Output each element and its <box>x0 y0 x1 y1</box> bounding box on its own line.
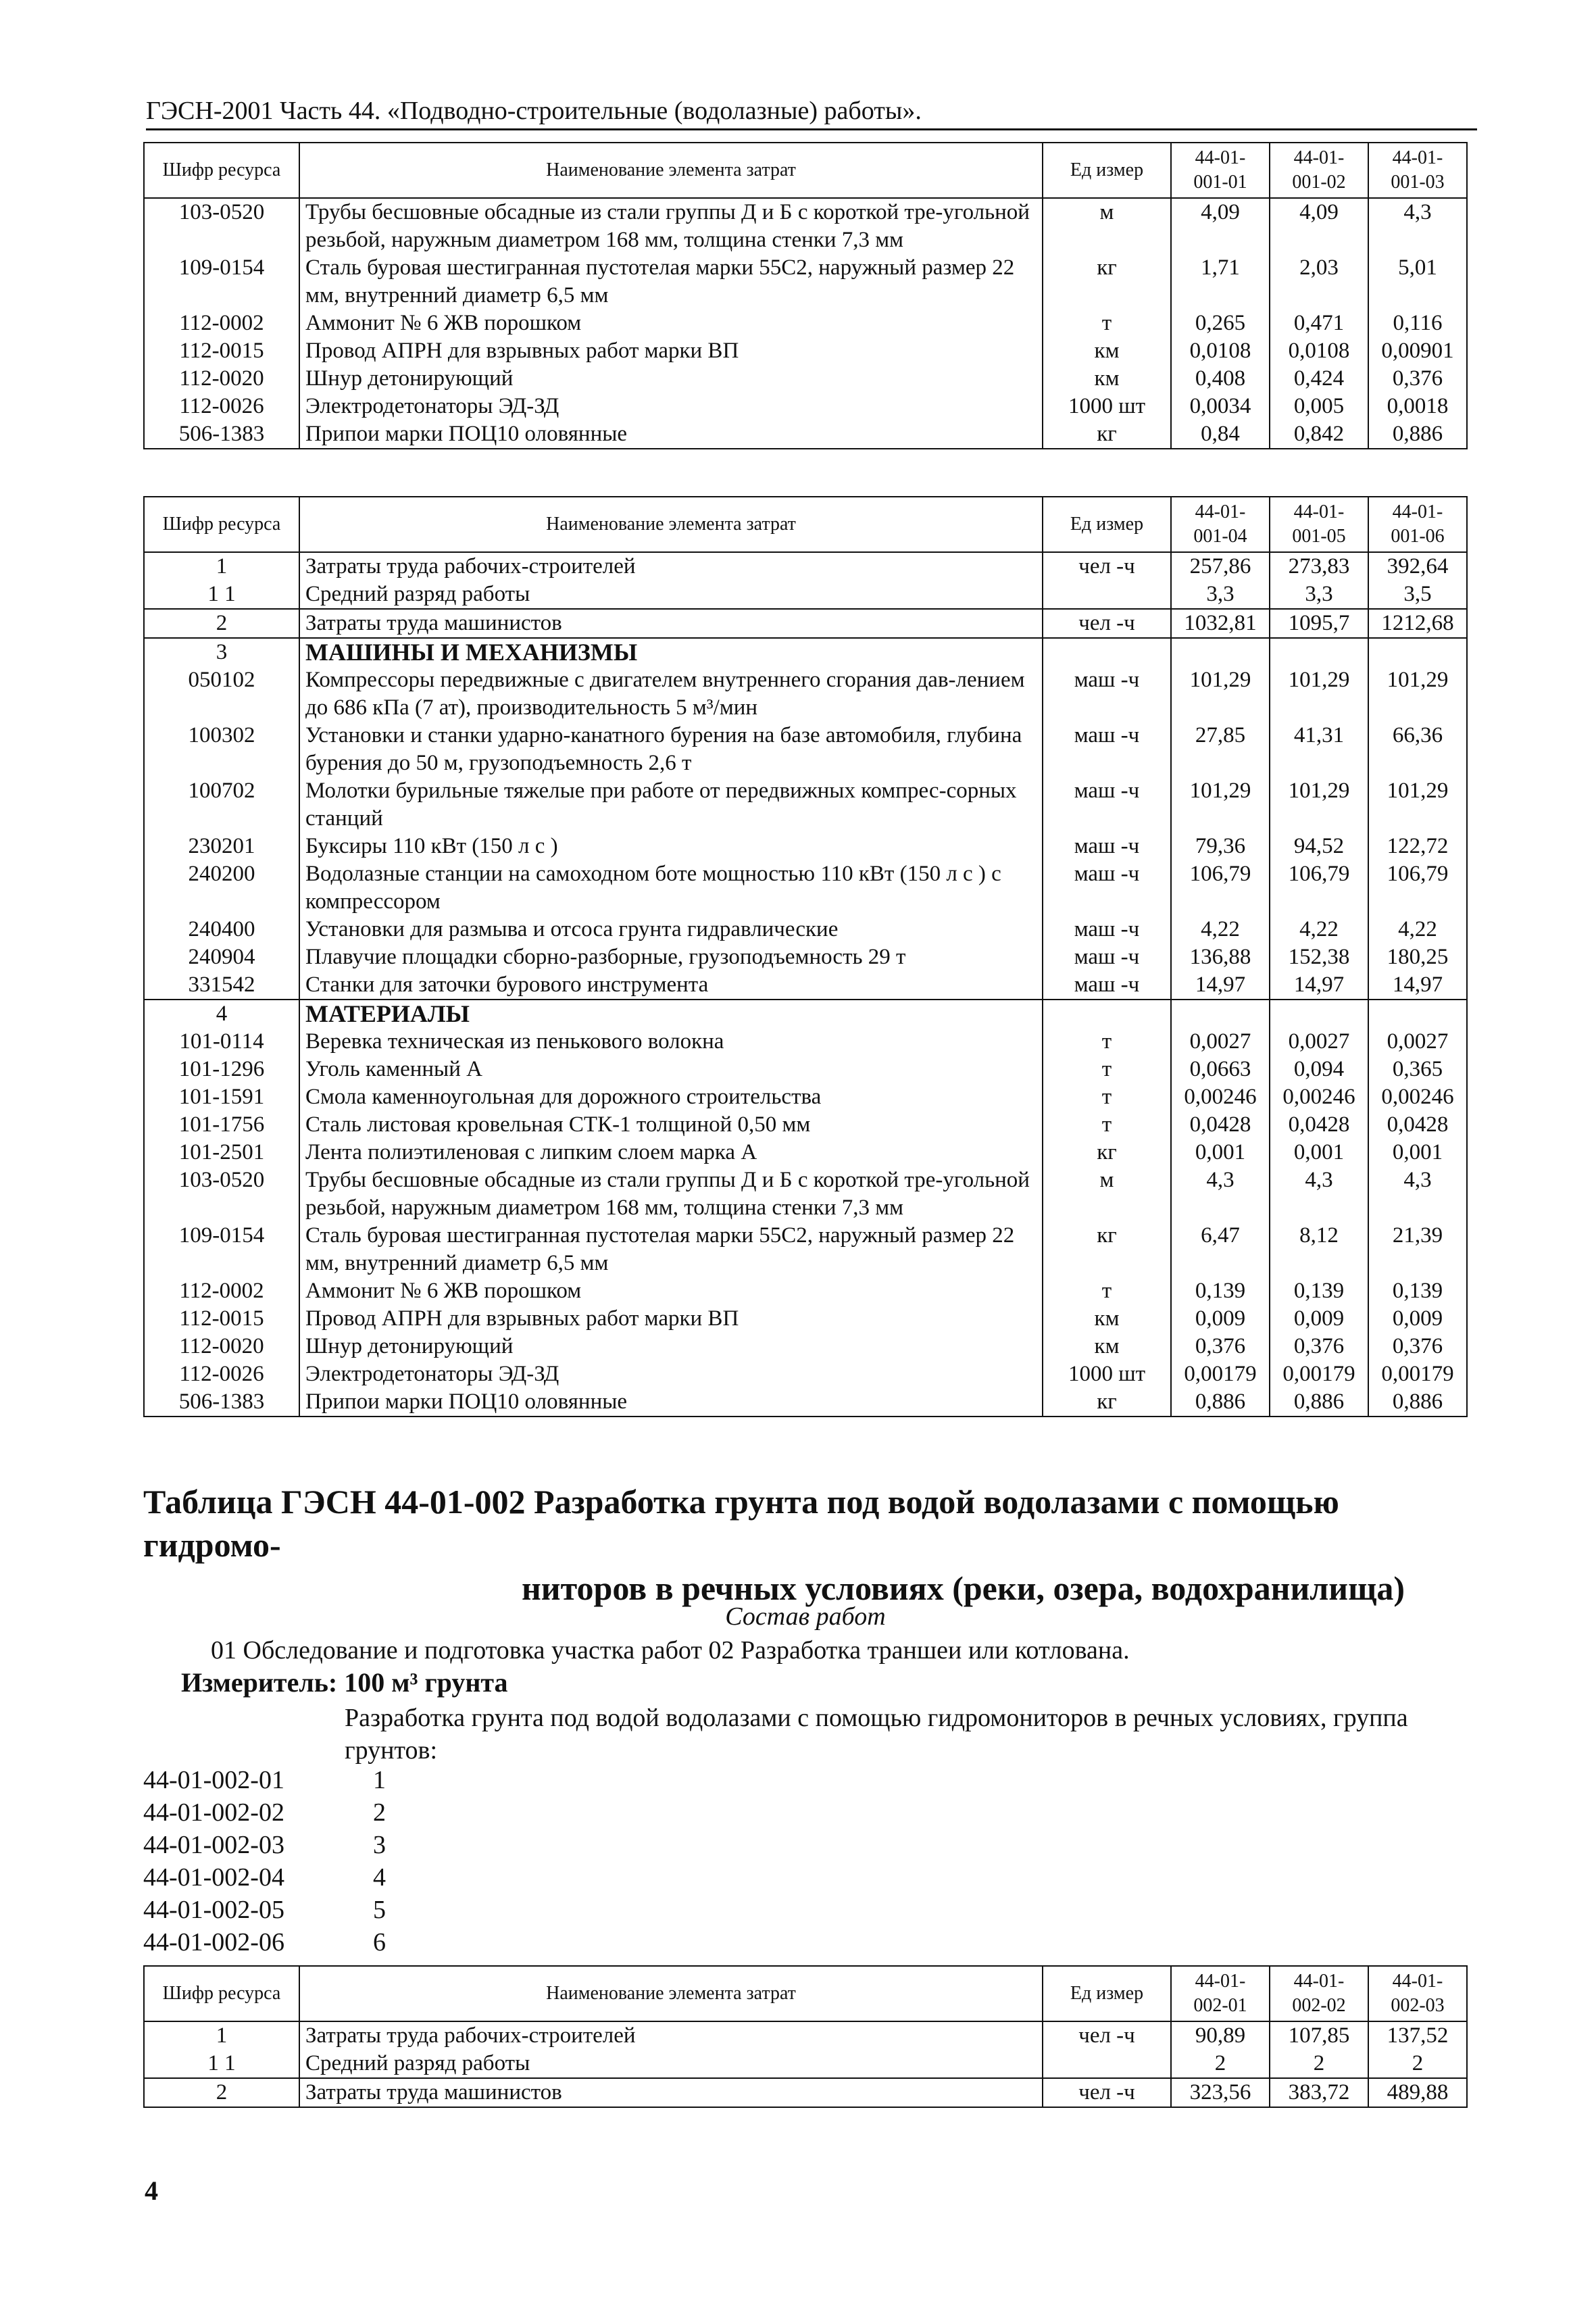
code-row <box>143 1764 386 1796</box>
table-cell <box>1043 581 1171 609</box>
table-cell: 230201 <box>144 833 299 860</box>
table-row <box>144 2021 1467 2050</box>
code-row <box>143 1796 386 1829</box>
table-row <box>144 666 1467 722</box>
table-cell: 0,009 <box>1368 1305 1467 1333</box>
meter <box>181 1667 508 1698</box>
table-cell: 101,29 <box>1270 777 1368 833</box>
table-cell: 106,79 <box>1368 860 1467 916</box>
table-cell: Аммонит № 6 ЖВ порошком <box>299 1277 1043 1305</box>
table-cell <box>1171 638 1270 666</box>
table-cell: 0,00246 <box>1368 1083 1467 1111</box>
table-row <box>144 1028 1467 1056</box>
table-cell: Аммонит № 6 ЖВ порошком <box>299 310 1043 337</box>
table-cell: маш -ч <box>1043 971 1171 1000</box>
column-header: 44-01- 001-01 <box>1171 143 1270 198</box>
column-header: Наименование элемента затрат <box>299 497 1043 552</box>
table-cell: 79,36 <box>1171 833 1270 860</box>
table-cell: 0,0428 <box>1171 1111 1270 1139</box>
table-cell: 103-0520 <box>144 1166 299 1222</box>
table-cell: 0,009 <box>1270 1305 1368 1333</box>
table-cell: Сталь буровая шестигранная пустотелая марки 55С2, наружный размер 22 мм, внутренний диаметр 6,5 мм <box>299 254 1043 310</box>
table-row <box>144 1056 1467 1083</box>
table-cell: 106,79 <box>1171 860 1270 916</box>
table-cell: Трубы бесшовные обсадные из стали группы Д и Б с короткой тре-угольной резьбой, наружным диаметром 168 мм, толщина стенки 7,3 мм <box>299 1166 1043 1222</box>
table-cell <box>1368 638 1467 666</box>
table-cell: Станки для заточки бурового инструмента <box>299 971 1043 1000</box>
table-row <box>144 722 1467 777</box>
table-cell: 8,12 <box>1270 1222 1368 1277</box>
table-row <box>144 1000 1467 1028</box>
table-cell: 5,01 <box>1368 254 1467 310</box>
table-cell: 4,22 <box>1270 916 1368 943</box>
table-cell: 1,71 <box>1171 254 1270 310</box>
table-cell: 2 <box>1270 2050 1368 2078</box>
table-cell: т <box>1043 1277 1171 1305</box>
table-cell: 240400 <box>144 916 299 943</box>
table-row <box>144 1166 1467 1222</box>
table-cell: 0,0428 <box>1270 1111 1368 1139</box>
table-header-row <box>144 1966 1467 2021</box>
table-cell: 0,376 <box>1368 365 1467 393</box>
table-cell: 0,009 <box>1171 1305 1270 1333</box>
table-cell: Лента полиэтиленовая с липким слоем марка А <box>299 1139 1043 1166</box>
table-cell: 0,376 <box>1171 1333 1270 1360</box>
section-title <box>143 1480 1468 1610</box>
table-cell: Компрессоры передвижные с двигателем внутреннего сгорания дав-лением до 686 кПа (7 ат), производительность 5 м³/мин <box>299 666 1043 722</box>
table-row <box>144 393 1467 420</box>
code-id: 44-01-002-02 <box>143 1798 284 1827</box>
table-cell: Электродетонаторы ЭД-ЗД <box>299 1360 1043 1388</box>
table-cell: Сталь листовая кровельная СТК-1 толщиной 0,50 мм <box>299 1111 1043 1139</box>
table-cell: 122,72 <box>1368 833 1467 860</box>
table-cell: 1 <box>144 552 299 581</box>
meter-description: Разработка грунта под водой водолазами с помощью гидромониторов в речных условиях, группа грунтов: <box>345 1704 1408 1765</box>
table-cell: 103-0520 <box>144 198 299 254</box>
table-cell: 323,56 <box>1171 2078 1270 2107</box>
table-cell: 101,29 <box>1368 666 1467 722</box>
column-header: 44-01- 001-02 <box>1270 143 1368 198</box>
table-cell: 106,79 <box>1270 860 1368 916</box>
table-cell: 100302 <box>144 722 299 777</box>
table-row <box>144 943 1467 971</box>
table-cell: 0,408 <box>1171 365 1270 393</box>
column-header: Шифр ресурса <box>144 143 299 198</box>
table-cell: Водолазные станции на самоходном боте мощностью 110 кВт (150 л с ) с компрессором <box>299 860 1043 916</box>
table-cell: Средний разряд работы <box>299 2050 1043 2078</box>
table-cell: 383,72 <box>1270 2078 1368 2107</box>
table-cell: 101-1756 <box>144 1111 299 1139</box>
table-cell: кг <box>1043 1222 1171 1277</box>
table-cell <box>1270 638 1368 666</box>
table-cell: 0,00901 <box>1368 337 1467 365</box>
table-cell: 3,5 <box>1368 581 1467 609</box>
table-cell: Электродетонаторы ЭД-ЗД <box>299 393 1043 420</box>
table-cell: 2 <box>1171 2050 1270 2078</box>
table-cell: т <box>1043 310 1171 337</box>
column-header: Шифр ресурса <box>144 1966 299 2021</box>
code-row <box>143 1829 386 1861</box>
table-cell: 0,886 <box>1171 1388 1270 1417</box>
table-cell: Средний разряд работы <box>299 581 1043 609</box>
table-cell <box>1043 1000 1171 1028</box>
table-cell: 273,83 <box>1270 552 1368 581</box>
table-cell: 2 <box>1368 2050 1467 2078</box>
works-text: 01 Обследование и подготовка участка работ 02 Разработка траншеи или котлована. <box>211 1636 1130 1665</box>
table-cell: 101,29 <box>1171 777 1270 833</box>
table-cell: 0,00179 <box>1270 1360 1368 1388</box>
table-cell <box>1043 638 1171 666</box>
table-cell: 0,886 <box>1368 420 1467 449</box>
table-cell: 3,3 <box>1270 581 1368 609</box>
table-cell: 112-0026 <box>144 1360 299 1388</box>
table-cell: 0,139 <box>1368 1277 1467 1305</box>
table-cell: 0,0663 <box>1171 1056 1270 1083</box>
table-cell: 112-0015 <box>144 1305 299 1333</box>
table-cell: м <box>1043 198 1171 254</box>
table-cell: Шнур детонирующий <box>299 1333 1043 1360</box>
table-cell: 1000 шт <box>1043 393 1171 420</box>
column-header: 44-01- 001-05 <box>1270 497 1368 552</box>
code-group: 6 <box>373 1928 386 1956</box>
table-cell: Уголь каменный А <box>299 1056 1043 1083</box>
table-cell: 1000 шт <box>1043 1360 1171 1388</box>
table-cell: т <box>1043 1111 1171 1139</box>
table-cell: 101,29 <box>1368 777 1467 833</box>
table-cell: чел -ч <box>1043 2021 1171 2050</box>
table-cell: 21,39 <box>1368 1222 1467 1277</box>
resource-table-2 <box>143 496 1468 1417</box>
table-cell: маш -ч <box>1043 916 1171 943</box>
table-cell: 27,85 <box>1171 722 1270 777</box>
table-cell: 101,29 <box>1270 666 1368 722</box>
table-cell: 0,00246 <box>1270 1083 1368 1111</box>
table-cell: 0,0108 <box>1270 337 1368 365</box>
table-cell: 112-0026 <box>144 393 299 420</box>
table-cell: 3 <box>144 638 299 666</box>
table-cell: маш -ч <box>1043 833 1171 860</box>
table-cell <box>1270 1000 1368 1028</box>
table-row <box>144 2078 1467 2107</box>
table-cell: 0,005 <box>1270 393 1368 420</box>
table-cell: чел -ч <box>1043 552 1171 581</box>
code-group: 1 <box>373 1766 386 1794</box>
table-row <box>144 420 1467 449</box>
table-cell: 0,0027 <box>1368 1028 1467 1056</box>
table-cell: 0,0027 <box>1270 1028 1368 1056</box>
table-cell: 489,88 <box>1368 2078 1467 2107</box>
code-group: 3 <box>373 1831 386 1859</box>
table-cell: 2 <box>144 2078 299 2107</box>
table-cell: 331542 <box>144 971 299 1000</box>
works-caption: Состав работ <box>725 1602 886 1631</box>
table-row <box>144 2050 1467 2078</box>
page-header: ГЭСН-2001 Часть 44. «Подводно-строительные (водолазные) работы». <box>146 95 1477 130</box>
section-title-line2: ниторов в речных условиях (реки, озера, водохранилища) <box>522 1569 1405 1607</box>
table-cell: маш -ч <box>1043 860 1171 916</box>
table-cell: 4,22 <box>1171 916 1270 943</box>
table-cell: 4,09 <box>1270 198 1368 254</box>
table-cell: 1 <box>144 2021 299 2050</box>
table-cell: 137,52 <box>1368 2021 1467 2050</box>
code-id: 44-01-002-05 <box>143 1896 284 1924</box>
table-cell: маш -ч <box>1043 666 1171 722</box>
table-cell: Припои марки ПОЦ10 оловянные <box>299 420 1043 449</box>
table-cell: 101-2501 <box>144 1139 299 1166</box>
table-cell: 0,116 <box>1368 310 1467 337</box>
table-cell: 050102 <box>144 666 299 722</box>
table-cell: 240904 <box>144 943 299 971</box>
table-cell: 4,3 <box>1368 1166 1467 1222</box>
table-cell: 0,00246 <box>1171 1083 1270 1111</box>
table-row <box>144 777 1467 833</box>
table-cell: 0,886 <box>1270 1388 1368 1417</box>
resource-table-1 <box>143 142 1468 449</box>
code-id: 44-01-002-04 <box>143 1863 284 1892</box>
table-cell: 112-0002 <box>144 1277 299 1305</box>
table-cell: 180,25 <box>1368 943 1467 971</box>
table-cell: 107,85 <box>1270 2021 1368 2050</box>
column-header: 44-01- 002-01 <box>1171 1966 1270 2021</box>
table-cell: кг <box>1043 1139 1171 1166</box>
table-cell: чел -ч <box>1043 609 1171 638</box>
table-row <box>144 1360 1467 1388</box>
table-cell: 41,31 <box>1270 722 1368 777</box>
table-row <box>144 609 1467 638</box>
column-header: 44-01- 001-04 <box>1171 497 1270 552</box>
code-row <box>143 1894 386 1926</box>
code-group: 4 <box>373 1863 386 1892</box>
table-cell: т <box>1043 1083 1171 1111</box>
table-cell: 506-1383 <box>144 1388 299 1417</box>
code-row <box>143 1861 386 1894</box>
column-header: 44-01- 001-06 <box>1368 497 1467 552</box>
table-cell: 0,471 <box>1270 310 1368 337</box>
column-header: 44-01- 002-02 <box>1270 1966 1368 2021</box>
meter-value: 100 м³ грунта <box>344 1667 508 1698</box>
code-group: 5 <box>373 1896 386 1924</box>
table-cell: 101-0114 <box>144 1028 299 1056</box>
table-cell: 4,09 <box>1171 198 1270 254</box>
table-cell: 0,139 <box>1270 1277 1368 1305</box>
table-cell: МАШИНЫ И МЕХАНИЗМЫ <box>299 638 1043 666</box>
page-number: 4 <box>145 2175 158 2206</box>
table-cell: 112-0020 <box>144 365 299 393</box>
table-cell: 152,38 <box>1270 943 1368 971</box>
column-header: Наименование элемента затрат <box>299 1966 1043 2021</box>
table-cell: 0,376 <box>1368 1333 1467 1360</box>
table-row <box>144 1388 1467 1417</box>
table-cell: 0,886 <box>1368 1388 1467 1417</box>
table-cell: 109-0154 <box>144 254 299 310</box>
table-cell <box>1043 2050 1171 2078</box>
table-cell: 1095,7 <box>1270 609 1368 638</box>
table-cell: Веревка техническая из пенькового волокна <box>299 1028 1043 1056</box>
table-cell: 0,0027 <box>1171 1028 1270 1056</box>
table-cell: Трубы бесшовные обсадные из стали группы Д и Б с короткой тре-угольной резьбой, наружным диаметром 168 мм, толщина стенки 7,3 мм <box>299 198 1043 254</box>
table-cell: 0,0108 <box>1171 337 1270 365</box>
code-id: 44-01-002-03 <box>143 1831 284 1859</box>
table-row <box>144 365 1467 393</box>
table-cell: 0,0428 <box>1368 1111 1467 1139</box>
table-cell: Молотки бурильные тяжелые при работе от передвижных компрес-сорных станций <box>299 777 1043 833</box>
table-cell: 14,97 <box>1270 971 1368 1000</box>
table-cell: 1032,81 <box>1171 609 1270 638</box>
table-cell: км <box>1043 365 1171 393</box>
table-cell: т <box>1043 1056 1171 1083</box>
column-header: Ед измер <box>1043 497 1171 552</box>
section-title-line1: Таблица ГЭСН 44-01-002 Разработка грунта под водой водолазами с помощью гидромо- <box>143 1483 1339 1564</box>
table-cell: 4 <box>144 1000 299 1028</box>
table-cell: т <box>1043 1028 1171 1056</box>
table-cell: 100702 <box>144 777 299 833</box>
code-row <box>143 1926 386 1959</box>
table-cell: 0,84 <box>1171 420 1270 449</box>
table-cell: 2,03 <box>1270 254 1368 310</box>
column-header: 44-01- 001-03 <box>1368 143 1467 198</box>
table-cell <box>1171 1000 1270 1028</box>
table-cell: 4,3 <box>1171 1166 1270 1222</box>
table-row <box>144 198 1467 254</box>
table-cell: 4,3 <box>1368 198 1467 254</box>
table-cell: Шнур детонирующий <box>299 365 1043 393</box>
table-cell: 109-0154 <box>144 1222 299 1277</box>
table-cell: 0,0018 <box>1368 393 1467 420</box>
table-cell: 1212,68 <box>1368 609 1467 638</box>
table-cell: Затраты труда рабочих-строителей <box>299 2021 1043 2050</box>
table-row <box>144 337 1467 365</box>
table-row <box>144 971 1467 1000</box>
table-cell: Установки и станки ударно-канатного бурения на базе автомобиля, глубина бурения до 50 м, грузоподъемность 2,6 т <box>299 722 1043 777</box>
table-cell: 0,001 <box>1368 1139 1467 1166</box>
table-cell: км <box>1043 1305 1171 1333</box>
table-cell: 66,36 <box>1368 722 1467 777</box>
table-row <box>144 1305 1467 1333</box>
table-row <box>144 638 1467 666</box>
table-cell: 0,00179 <box>1171 1360 1270 1388</box>
table-row <box>144 254 1467 310</box>
table-cell: 0,376 <box>1270 1333 1368 1360</box>
table-cell: 101-1591 <box>144 1083 299 1111</box>
table-row <box>144 552 1467 581</box>
table-cell: Провод АПРН для взрывных работ марки ВП <box>299 337 1043 365</box>
table-cell: 257,86 <box>1171 552 1270 581</box>
table-row <box>144 581 1467 609</box>
table-row <box>144 1083 1467 1111</box>
table-cell: 0,00179 <box>1368 1360 1467 1388</box>
table-header-row <box>144 497 1467 552</box>
table-cell: 90,89 <box>1171 2021 1270 2050</box>
table-cell: Припои марки ПОЦ10 оловянные <box>299 1388 1043 1417</box>
table-cell: 101-1296 <box>144 1056 299 1083</box>
table-cell: 14,97 <box>1171 971 1270 1000</box>
code-id: 44-01-002-06 <box>143 1928 284 1956</box>
table-cell: 240200 <box>144 860 299 916</box>
table-cell: Сталь буровая шестигранная пустотелая марки 55С2, наружный размер 22 мм, внутренний диаметр 6,5 мм <box>299 1222 1043 1277</box>
table-cell: 1 1 <box>144 2050 299 2078</box>
code-id: 44-01-002-01 <box>143 1766 284 1794</box>
table-cell: 112-0002 <box>144 310 299 337</box>
table-cell: 0,842 <box>1270 420 1368 449</box>
table-cell: Затраты труда машинистов <box>299 609 1043 638</box>
table-cell: 0,139 <box>1171 1277 1270 1305</box>
column-header: Ед измер <box>1043 143 1171 198</box>
table-cell: Смола каменноугольная для дорожного строительства <box>299 1083 1043 1111</box>
table-cell: маш -ч <box>1043 722 1171 777</box>
column-header: 44-01- 002-03 <box>1368 1966 1467 2021</box>
table-row <box>144 1277 1467 1305</box>
table-cell: 112-0020 <box>144 1333 299 1360</box>
table-cell: Установки для размыва и отсоса грунта гидравлические <box>299 916 1043 943</box>
table-row <box>144 1222 1467 1277</box>
table-cell <box>1368 1000 1467 1028</box>
table-cell: 0,001 <box>1270 1139 1368 1166</box>
table-row <box>144 1139 1467 1166</box>
table-cell: Провод АПРН для взрывных работ марки ВП <box>299 1305 1043 1333</box>
table-cell: 506-1383 <box>144 420 299 449</box>
table-row <box>144 860 1467 916</box>
table-cell: 14,97 <box>1368 971 1467 1000</box>
table-cell: 136,88 <box>1171 943 1270 971</box>
table-cell: 4,22 <box>1368 916 1467 943</box>
table-row <box>144 310 1467 337</box>
column-header: Шифр ресурса <box>144 497 299 552</box>
table-cell: 94,52 <box>1270 833 1368 860</box>
table-cell: 101,29 <box>1171 666 1270 722</box>
column-header: Наименование элемента затрат <box>299 143 1043 198</box>
table-cell: МАТЕРИАЛЫ <box>299 1000 1043 1028</box>
table-row <box>144 833 1467 860</box>
meter-label: Измеритель: <box>181 1667 338 1698</box>
table-cell: кг <box>1043 420 1171 449</box>
table-cell: м <box>1043 1166 1171 1222</box>
code-list <box>143 1764 386 1959</box>
table-cell: кг <box>1043 254 1171 310</box>
table-cell: 0,001 <box>1171 1139 1270 1166</box>
table-cell: Буксиры 110 кВт (150 л с ) <box>299 833 1043 860</box>
table-cell: Затраты труда машинистов <box>299 2078 1043 2107</box>
column-header: Ед измер <box>1043 1966 1171 2021</box>
table-cell: кг <box>1043 1388 1171 1417</box>
table-cell: 112-0015 <box>144 337 299 365</box>
table-cell: 3,3 <box>1171 581 1270 609</box>
table-cell: чел -ч <box>1043 2078 1171 2107</box>
table-cell: Затраты труда рабочих-строителей <box>299 552 1043 581</box>
table-cell: 6,47 <box>1171 1222 1270 1277</box>
table-cell: 1 1 <box>144 581 299 609</box>
table-cell: км <box>1043 1333 1171 1360</box>
table-cell: маш -ч <box>1043 777 1171 833</box>
table-cell: маш -ч <box>1043 943 1171 971</box>
table-cell: 0,424 <box>1270 365 1368 393</box>
table-row <box>144 1111 1467 1139</box>
table-cell: 4,3 <box>1270 1166 1368 1222</box>
table-cell: 0,0034 <box>1171 393 1270 420</box>
table-cell: км <box>1043 337 1171 365</box>
resource-table-3 <box>143 1965 1468 2108</box>
table-cell: Плавучие площадки сборно-разборные, грузоподъемность 29 т <box>299 943 1043 971</box>
table-row <box>144 1333 1467 1360</box>
table-cell: 0,094 <box>1270 1056 1368 1083</box>
table-cell: 2 <box>144 609 299 638</box>
code-group: 2 <box>373 1798 386 1827</box>
table-row <box>144 916 1467 943</box>
table-cell: 0,365 <box>1368 1056 1467 1083</box>
table-header-row <box>144 143 1467 198</box>
table-cell: 392,64 <box>1368 552 1467 581</box>
table-cell: 0,265 <box>1171 310 1270 337</box>
